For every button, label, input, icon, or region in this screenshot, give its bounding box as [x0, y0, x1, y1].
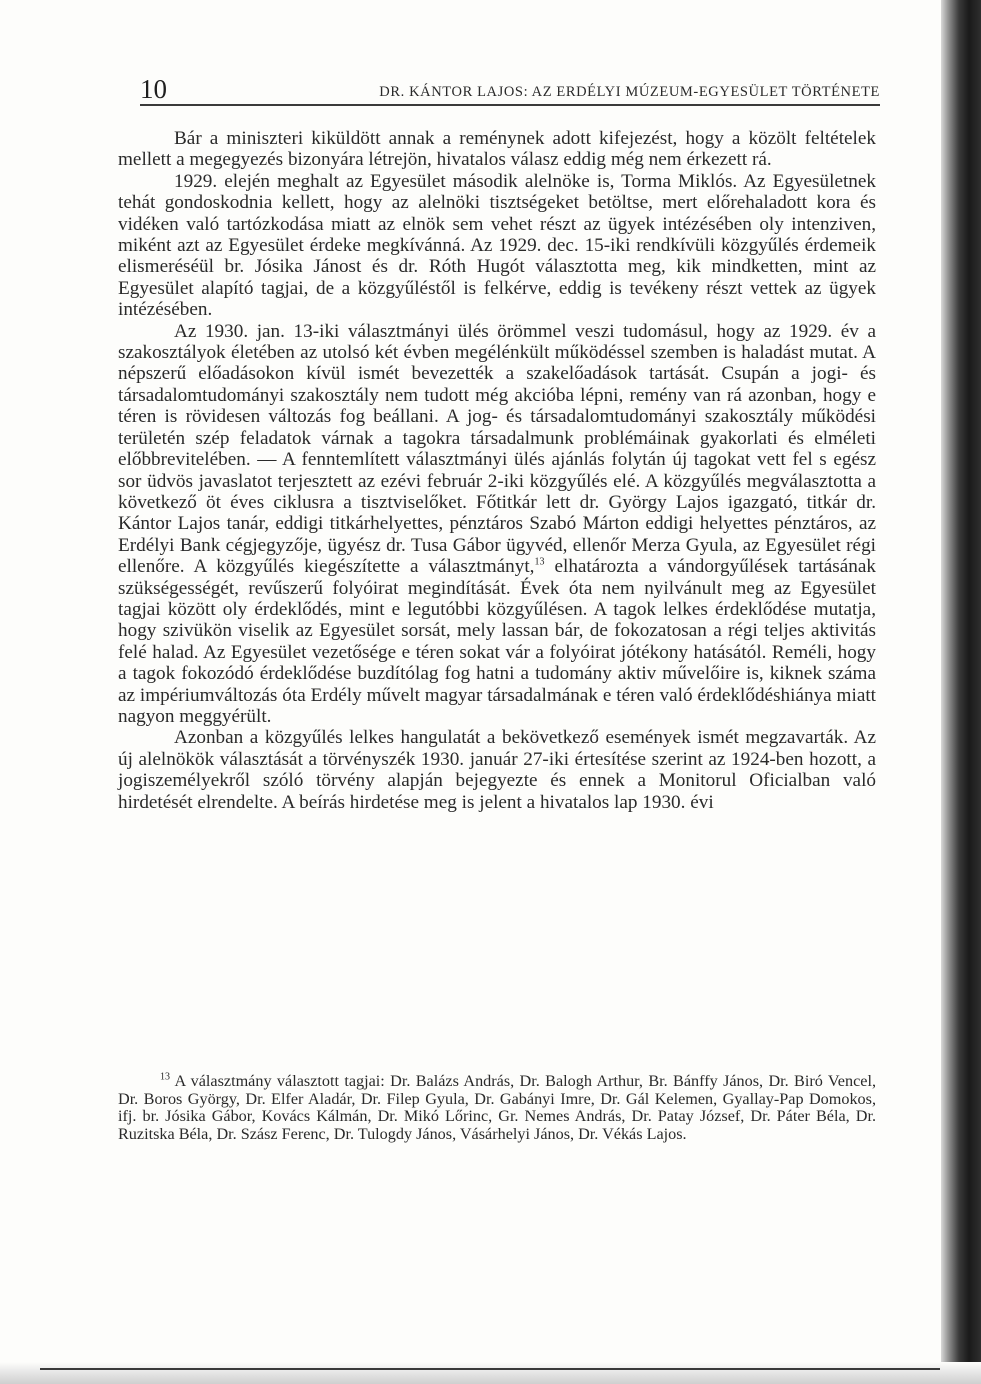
paragraph: 1929. elején meghalt az Egyesület második alelnöke is, Torma Miklós. Az Egyesületnek tehát gondoskodnia kellett, hogy az alelnöki tisztségeket betöltse, mert előrehaladott kora és vidéken való tartózkodása miatt az elnök sem vehet részt az ügyek intézésében oly intenziven, miként azt az Egyesület érdeke megkívánná. Az 1929. dec. 15-iki rendkívüli közgyűlés érdemeik elismeréséül br. Jósika Jánost és dr. Róth Hugót választotta meg, kik mindketten, mint az Egyesület alapító tagjai, de a közgyűléstől is felkérve, eddig is tevékeny részt vettek az ügyek intézésében.: [118, 170, 876, 321]
paragraph: [118, 321, 876, 728]
header-rule: [140, 104, 880, 106]
scan-bottom-edge: [0, 1362, 981, 1384]
running-title: DR. KÁNTOR LAJOS: AZ ERDÉLYI MÚZEUM-EGYESÜLET TÖRTÉNETE: [379, 84, 880, 100]
footnotes: [118, 1073, 876, 1143]
footnote-mark: 13: [160, 1071, 170, 1083]
body-text: [118, 128, 876, 813]
scan-shadow-edge: [941, 0, 981, 1384]
paragraph: Bár a miniszteri kiküldött annak a reménynek adott kifejezést, hogy a közölt feltételek mellett a megegyezés bizonyára létrejön, hivatalos válasz eddig még nem érkezett rá.: [118, 128, 876, 171]
footnote: [118, 1073, 876, 1143]
paragraph-text: Az 1930. jan. 13-iki választmányi ülés örömmel veszi tudomásul, hogy az 1929. év a szakosztályok életében az utolsó két évben megélénkült működéssel szemben is haladást mutat. A népszerű előadásokon kívül ismét bevezették a szakelőadások tartását. Csupán a jogi- és társadalomtudományi szakosztály nem tudott még akcióba lépni, remény van rá azonban, hogy e téren is rövidesen változás fog beállani. A jog- és társadalomtudományi szakosztály működési területén szép feladatok várnak a tagokra társadalmunk problémáinak gyakorlati és elméleti előbbrevitelében. — A fenntemlített választmányi ülés ajánlás folytán új tagokat vett fel s egész sor üdvös javaslatot terjesztett az ezévi február 2-iki közgyűlés elé. A közgyűlés megválasztotta a következő öt éves ciklusra a tisztviselőket. Főtitkár lett dr. György Lajos igazgató, titkár dr. Kántor Lajos tanár, eddigi titkárhelyettes, pénztáros Szabó Márton eddigi helyettes pénztáros, az Erdélyi Bank cégjegyzője, ügyész dr. Tusa Gábor ügyvéd, ellenőr Merza Gyula, az Egyesület régi ellenőre. A közgyűlés kiegészítette a választmányt,: [118, 320, 876, 578]
scan-bottom-line: [40, 1368, 940, 1370]
page-header: [140, 74, 880, 104]
footnote-text: A választmány választott tagjai: Dr. Balázs András, Dr. Balogh Arthur, Br. Bánffy János, Dr. Biró Vencel, Dr. Boros György, Dr. Elfer Aladár, Dr. Filep Gyula, Dr. Gabányi Imre, Dr. Gál Kelemen, Gyallay-Pap Domokos, ifj. br. Jósika Gábor, Kovács Kálmán, Dr. Mikó Lőrinc, Gr. Nemes András, Dr. Patay József, Dr. Páter Béla, Dr. Ruzitska Béla, Dr. Szász Ferenc, Dr. Tulogdy János, Vásárhelyi János, Dr. Vékás Lajos.: [118, 1072, 877, 1143]
footnote-reference: 13: [534, 556, 545, 568]
paragraph: Azonban a közgyűlés lelkes hangulatát a bekövetkező események ismét megzavarták. Az új alelnökök választását a törvényszék 1930. január 27-iki értesítése szerint az 1924-ben hozott, a jogiszemélyekről szóló törvény alapján bejegyezte és ennek a Monitorul Oficialban való hirdetését elrendelte. A beírás hirdetése meg is jelent a hivatalos lap 1930. évi: [118, 727, 876, 813]
paragraph-text: elhatározta a vándorgyűlések tartásának szükségességét, revűszerű folyóirat megindítását. Évek óta nem nyilvánult meg az Egyesület tagjai között oly érdeklődés, mint e legutóbbi közgyűlésen. A tagok lelkes érdeklődése mutatja, hogy szivükön viselik az Egyesület sorsát, mely lassan bár, de fokozatosan a régi teljes aktivitás felé halad. Az Egyesület vezetősége e téren sokat vár a folyóirat jótékony hatásától. Reméli, hogy a tagok fokozódó érdeklődése buzdítólag fog hatni a tudomány aktiv művelőire is, kiknek száma az impériumváltozás óta Erdély művelt magyar társadalmának e téren való érdeklődéshiánya miatt nagyon meggyérült.: [118, 556, 876, 727]
page-number: 10: [140, 74, 167, 104]
